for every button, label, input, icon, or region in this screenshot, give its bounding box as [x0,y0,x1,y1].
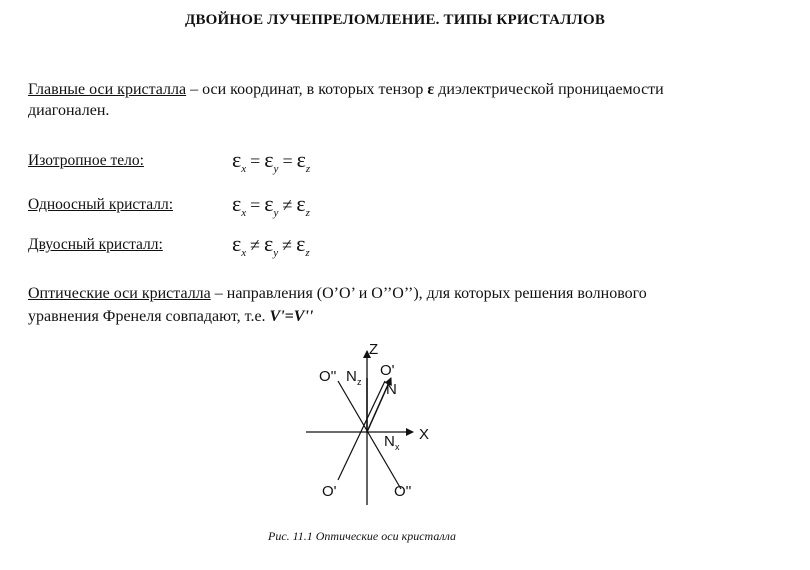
formula-biaxial: $\varepsilon_x \ne \varepsilon_y \ne \varepsilon_z$ [232,231,310,259]
term-optic-axes: Оптические оси кристалла [28,285,211,302]
label-uniaxial: Одноосный кристалл: [28,196,174,213]
label-o1-bottom: O' [322,483,337,500]
formula-isotropic: $\varepsilon_x = \varepsilon_y = \varepsilon_z$ [232,147,311,175]
definition-text: – оси координат, в которых тензор [186,81,428,98]
label-nx: N [384,433,395,450]
term-principal-axes: Главные оси кристалла [28,81,187,98]
label-nx-sub: x [395,442,400,452]
label-isotropic: Изотропное тело: [28,152,144,169]
label-x: X [419,426,430,443]
definition-line2: диагонален. [28,102,110,119]
label-o2-bottom: O'' [394,483,412,500]
formula-uniaxial: $\varepsilon_x = \varepsilon_y \ne \varepsilon_z$ [232,191,310,219]
definition-text-cont: диэлектрической проницаемости [434,81,664,98]
label-z: Z [369,341,379,358]
velocity-equality: V'=V'' [269,308,314,325]
definition-optic-axes-line2: уравнения Френеля совпадают, т.е. V'=V'' [28,308,314,325]
label-o1-top: O' [380,362,395,379]
label-o2-top: O'' [319,368,337,385]
label-biaxial: Двуосный кристалл: [28,236,163,253]
label-nz: N [346,368,357,385]
label-nz-sub: z [357,377,362,387]
optic-axis-o1 [338,381,385,480]
epsilon-symbol: ε [427,81,435,98]
label-n: N [386,381,397,398]
page-title: ДВОЙНОЕ ЛУЧЕПРЕЛОМЛЕНИЕ. ТИПЫ КРИСТАЛЛОВ [184,12,606,28]
optic-axes-text: – направления (O’O’ и O’’O’’), для которых решения волнового [210,285,647,302]
figure-caption: Рис. 11.1 Оптические оси кристалла [268,529,456,543]
